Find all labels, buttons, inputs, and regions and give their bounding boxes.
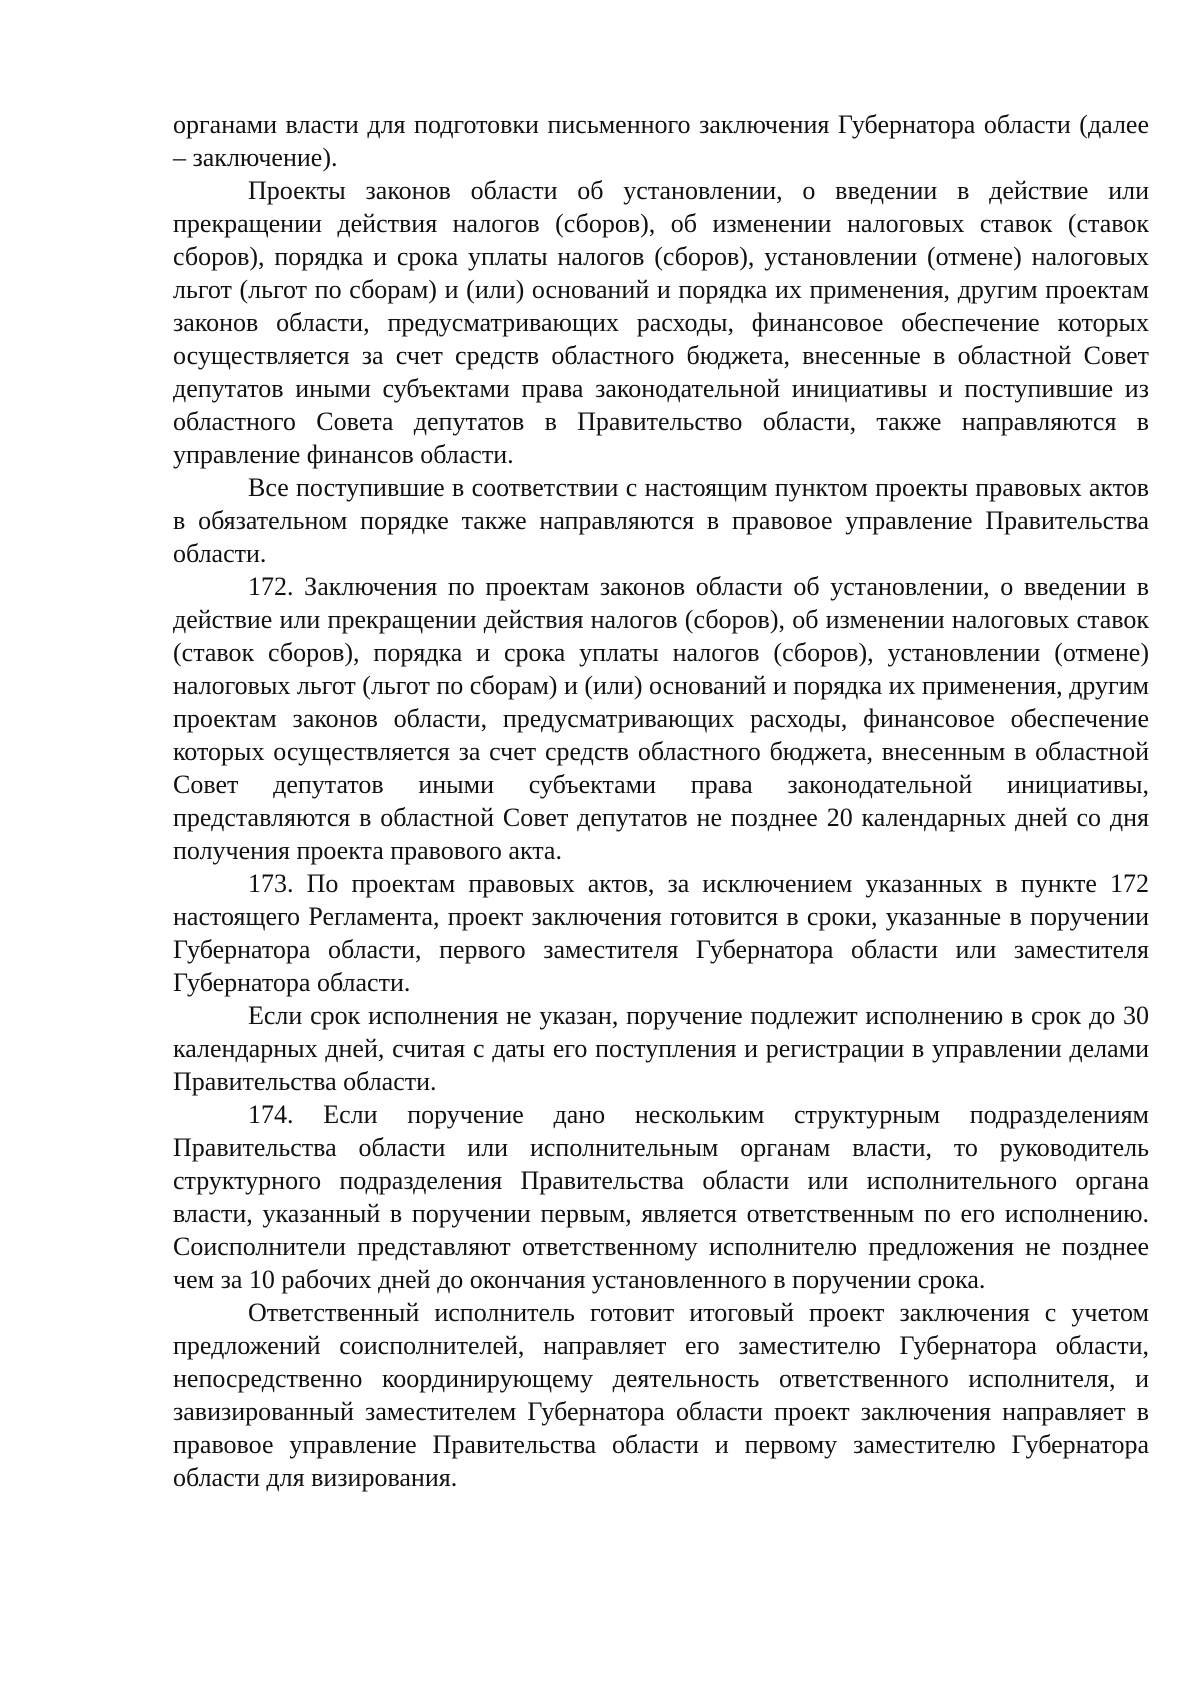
paragraph-item-174-final-draft: Ответственный исполнитель готовит итоговый проект заключения с учетом предложений соисполнителей, направляет его заместителю Губернатора области, непосредственно координирующему деятельность ответственного исполнителя, и завизированный заместителем Губернатора области проект заключения направляет в правовое управление Правительства области и первому заместителю Губернатора области для визирования. [173, 1298, 1149, 1492]
paragraph-item-174: 174. Если поручение дано нескольким структурным подразделениям Правительства области или исполнительным органам власти, то руководитель структурного подразделения Правительства области или исполнительного органа власти, указанный в поручении первым, является ответственным по его исполнению. Соисполнители представляют ответственному исполнителю предложения не позднее чем за 10 рабочих дней до окончания установленного в поручении срока. [173, 1100, 1149, 1294]
paragraph-continuation: органами власти для подготовки письменного заключения Губернатора области (далее – заключение). [173, 110, 1149, 172]
document-page [173, 108, 1149, 1494]
paragraph-item-173-deadline: Если срок исполнения не указан, поручение подлежит исполнению в срок до 30 календарных дней, считая с даты его поступления и регистрации в управлении делами Правительства области. [173, 1001, 1149, 1096]
paragraph-item-173: 173. По проектам правовых актов, за исключением указанных в пункте 172 настоящего Регламента, проект заключения готовится в сроки, указанные в поручении Губернатора области, первого заместителя Губернатора области или заместителя Губернатора области. [173, 869, 1149, 997]
paragraph-budget-laws-forwarding: Проекты законов области об установлении, о введении в действие или прекращении действия налогов (сборов), об изменении налоговых ставок (ставок сборов), порядка и срока уплаты налогов (сборов), установлении (отмене) налоговых льгот (льгот по сборам) и (или) оснований и порядка их применения, другим проектам законов области, предусматривающих расходы, финансовое обеспечение которых осуществляется за счет средств областного бюджета, внесенные в областной Совет депутатов иными субъектами права законодательной инициативы и поступившие из областного Совета депутатов в Правительство области, также направляются в управление финансов области. [173, 176, 1149, 469]
paragraph-legal-department-forwarding: Все поступившие в соответствии с настоящим пунктом проекты правовых актов в обязательном порядке также направляются в правовое управление Правительства области. [173, 473, 1149, 568]
paragraph-item-172: 172. Заключения по проектам законов области об установлении, о введении в действие или прекращении действия налогов (сборов), об изменении налоговых ставок (ставок сборов), порядка и срока уплаты налогов (сборов), установлении (отмене) налоговых льгот (льгот по сборам) и (или) оснований и порядка их применения, другим проектам законов области, предусматривающих расходы, финансовое обеспечение которых осуществляется за счет средств областного бюджета, внесенным в областной Совет депутатов иными субъектами права законодательной инициативы, представляются в областной Совет депутатов не позднее 20 календарных дней со дня получения проекта правового акта. [173, 572, 1150, 865]
